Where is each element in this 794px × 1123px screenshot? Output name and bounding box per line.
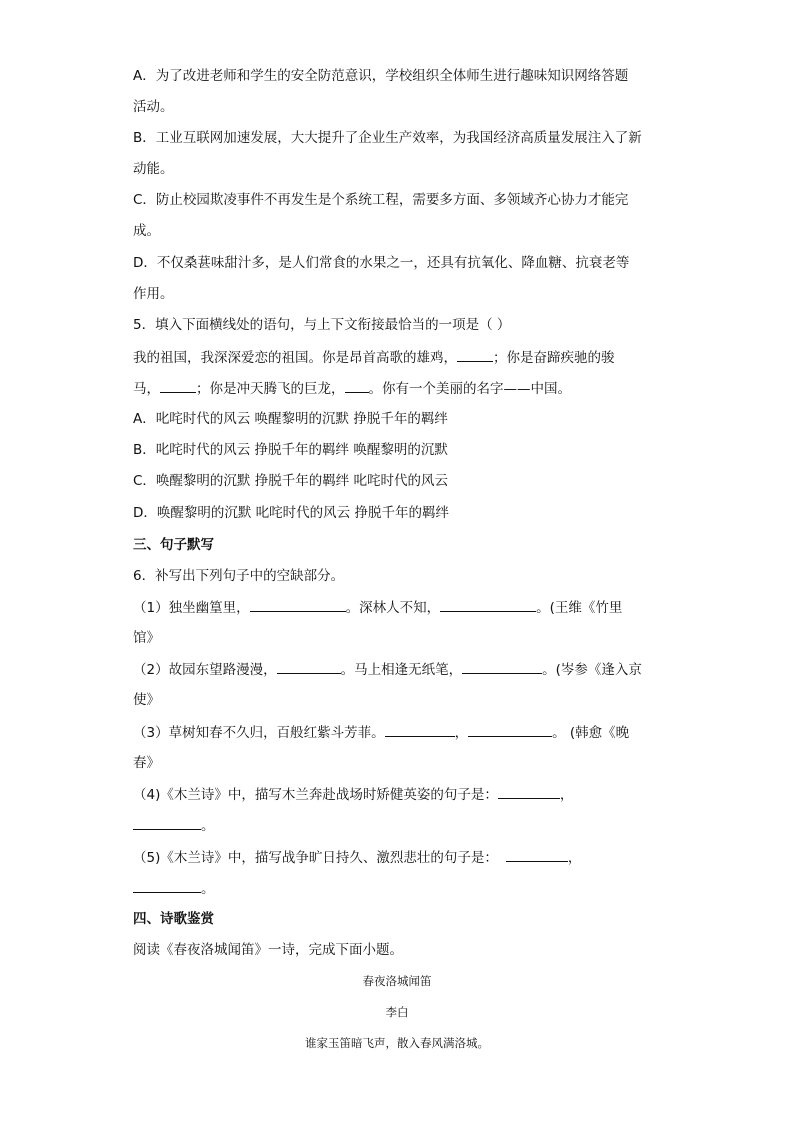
q4-option-c-line2: 成。 [133, 223, 160, 239]
q6-text: 。(王维《竹里 [536, 600, 623, 616]
q6-text: 。 [201, 881, 215, 897]
section-3-heading: 三、句子默写 [133, 537, 214, 553]
q4-option-d-line2: 作用。 [133, 286, 174, 302]
q4-option-c-line1: C．防止校园欺凌事件不再发生是个系统工程，需要多方面、多领域齐心协力才能完 [133, 192, 629, 208]
section-4-intro: 阅读《春夜洛城闻笛》一诗，完成下面小题。 [133, 942, 403, 958]
q5-option-b: B．叱咤时代的风云 挣脱千年的羁绊 唤醒黎明的沉默 [133, 442, 448, 458]
fill-blank [160, 378, 196, 393]
q4-option-b-line2: 动能。 [133, 161, 174, 177]
q6-item-1-line2: 馆》 [133, 630, 160, 646]
q5-option-a: A．叱咤时代的风云 唤醒黎明的沉默 挣脱千年的羁绊 [133, 411, 448, 427]
q5-passage-text: ；你是奋蹄疾驰的骏 [493, 350, 615, 366]
fill-blank [457, 347, 493, 362]
q5-option-c: C．唤醒黎明的沉默 挣脱千年的羁绊 叱咤时代的风云 [133, 473, 449, 489]
q5-passage-text: ；你是冲天腾飞的巨龙， [196, 381, 345, 397]
fill-blank [345, 378, 369, 393]
fill-blank [506, 847, 568, 862]
q6-text: （5)《木兰诗》中，描写战争旷日持久、激烈悲壮的句子是： [133, 850, 498, 866]
fill-blank [277, 659, 341, 674]
q6-text: （4)《木兰诗》中，描写木兰奔赴战场时矫健英姿的句子是： [133, 787, 498, 803]
fill-blank [462, 659, 542, 674]
q5-passage-text: 马， [133, 381, 160, 397]
fill-blank [133, 815, 201, 830]
q5-passage-text: 。你有一个美丽的名字——中国。 [368, 381, 571, 397]
q6-item-5-line2 [133, 878, 215, 899]
q6-item-3-line2: 春》 [133, 755, 160, 771]
q6-text: 。(岑参《逢入京 [542, 662, 642, 678]
q6-item-2-line2: 使》 [133, 692, 160, 708]
q5-passage-line1 [133, 347, 615, 368]
fill-blank [133, 878, 201, 893]
poem-line-1: 谁家玉笛暗飞声，散入春风满洛城。 [305, 1036, 489, 1050]
q6-item-4-line1 [133, 784, 573, 805]
q5-option-d: D．唤醒黎明的沉默 叱咤时代的风云 挣脱千年的羁绊 [133, 505, 449, 521]
q6-item-5-line1 [133, 847, 581, 868]
q6-text: （3）草树知春不久归，百般红紫斗芳菲。 [133, 725, 385, 741]
q6-text: 。 (韩愈《晚 [552, 725, 630, 741]
fill-blank [250, 597, 346, 612]
q6-stem: 6．补写出下列句子中的空缺部分。 [133, 568, 345, 584]
q5-passage-text: 我的祖国，我深深爱恋的祖国。你是昂首高歌的雄鸡， [133, 350, 457, 366]
q6-text: （1）独坐幽篁里， [133, 600, 250, 616]
poem-author: 李白 [385, 1005, 409, 1019]
fill-blank [498, 784, 560, 799]
q4-option-a-line1: A．为了改进老师和学生的安全防范意识，学校组织全体师生进行趣味知识网络答题 [133, 68, 629, 84]
q6-text: （2）故园东望路漫漫， [133, 662, 277, 678]
q6-item-2-line1 [133, 659, 642, 680]
q4-option-b-line1: B．工业互联网加速发展，大大提升了企业生产效率，为我国经济高质量发展注入了新 [133, 130, 642, 146]
fill-blank [385, 722, 455, 737]
q6-text: ， [567, 850, 582, 866]
q5-stem: 5．填入下面横线处的语句，与上下文衔接最恰当的一项是（ ） [133, 317, 511, 333]
fill-blank [440, 597, 536, 612]
q6-text: ， [454, 725, 469, 741]
q6-text: 。深林人不知， [345, 600, 441, 616]
q6-item-4-line2 [133, 815, 215, 836]
q5-passage-line2 [133, 378, 571, 399]
q4-option-a-line2: 活动。 [133, 99, 174, 115]
q6-text: ， [559, 787, 574, 803]
poem-title: 春夜洛城闻笛 [362, 974, 432, 988]
q6-text: 。马上相逢无纸笔， [340, 662, 463, 678]
q6-item-3-line1 [133, 722, 629, 743]
q6-item-1-line1 [133, 597, 622, 618]
section-4-heading: 四、诗歌鉴赏 [133, 911, 214, 927]
q4-option-d-line1: D．不仅桑葚味甜汁多，是人们常食的水果之一，还具有抗氧化、降血糖、抗衰老等 [133, 255, 630, 271]
fill-blank [468, 722, 552, 737]
q6-text: 。 [201, 818, 215, 834]
